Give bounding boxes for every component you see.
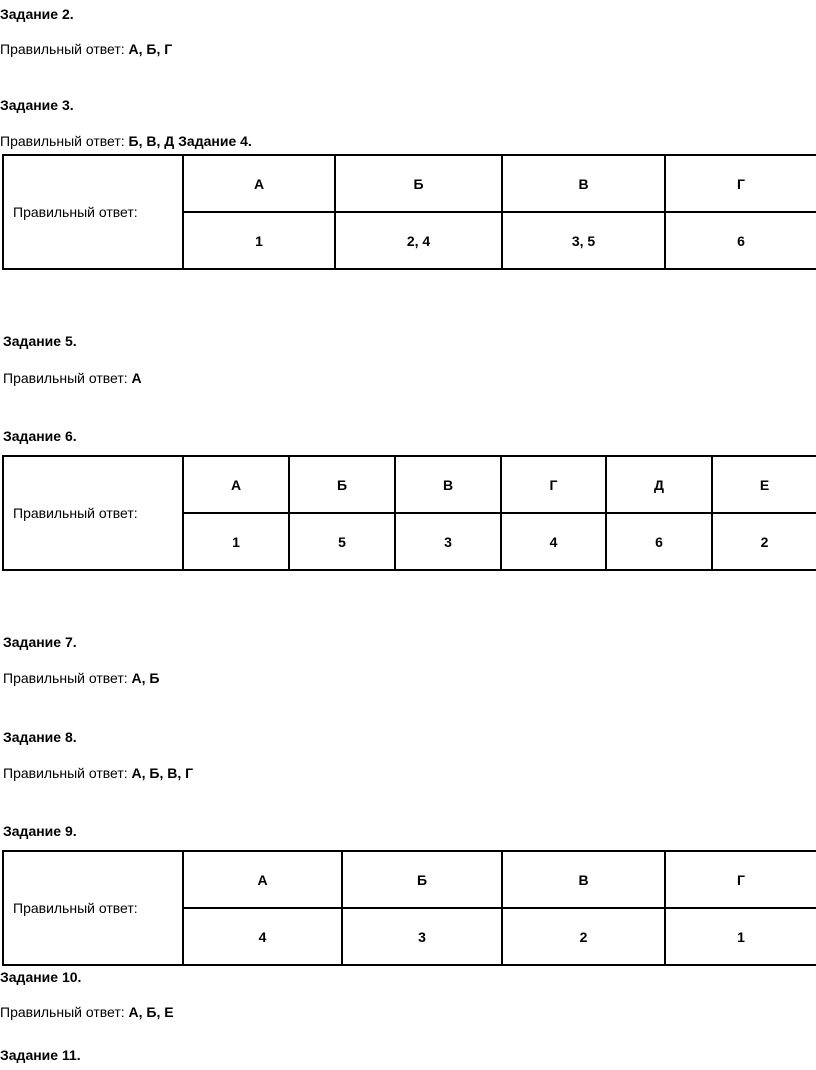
task4-value-a: 1 [183,212,335,269]
answer-label: Правильный ответ: [3,765,128,781]
task5-heading: Задание 5. [3,333,77,349]
task8-answer-line [3,764,193,782]
task9-answer-label: Правильный ответ: [3,851,183,965]
task6-heading: Задание 6. [3,428,77,444]
task8-heading: Задание 8. [3,729,77,745]
task4-value-b: 2, 4 [335,212,502,269]
task4-header-a: А [183,155,335,212]
task6-value-a: 1 [183,513,289,570]
task4-header-g: Г [665,155,816,212]
task7-answer: А, Б [131,670,160,686]
task6-answer-table [2,455,816,571]
task7-heading: Задание 7. [3,634,77,650]
answer-label: Правильный ответ: [0,1004,125,1020]
task9-value-v: 2 [502,908,665,965]
task8-answer: А, Б, В, Г [131,765,194,781]
task10-answer-line [0,1003,174,1021]
task6-value-b: 5 [289,513,395,570]
task9-header-v: В [502,851,665,908]
task5-answer: А [131,370,142,386]
task2-heading: Задание 2. [0,6,74,22]
answer-label: Правильный ответ: [0,41,125,57]
task6-header-a: А [183,456,289,513]
task6-header-b: Б [289,456,395,513]
task9-header-g: Г [665,851,816,908]
task5-answer-line [3,369,142,387]
task10-heading: Задание 10. [0,969,82,985]
task4-answer-label: Правильный ответ: [3,155,183,269]
task6-header-e: Е [712,456,816,513]
task11-heading: Задание 11. [0,1047,81,1063]
answer-label: Правильный ответ: [0,133,125,149]
task9-answer-table [2,850,816,966]
task4-heading: Задание 4. [178,133,252,149]
task4-value-v: 3, 5 [502,212,665,269]
task2-answer: А, Б, Г [128,41,173,57]
task2-answer-line [0,40,172,58]
task9-value-b: 3 [342,908,502,965]
task4-header-b: Б [335,155,502,212]
task6-header-v: В [395,456,501,513]
task4-value-g: 6 [665,212,816,269]
task6-value-d: 6 [606,513,712,570]
task9-header-b: Б [342,851,502,908]
task6-answer-label: Правильный ответ: [3,456,183,570]
answer-label: Правильный ответ: [3,670,128,686]
task3-answer: Б, В, Д [128,133,175,149]
task9-heading: Задание 9. [3,823,77,839]
task4-answer-table [2,154,816,270]
task6-header-g: Г [501,456,606,513]
task6-value-v: 3 [395,513,501,570]
task10-answer: А, Б, Е [128,1004,174,1020]
task7-answer-line [3,669,160,687]
task9-value-a: 4 [183,908,342,965]
task3-heading: Задание 3. [0,97,74,113]
task6-value-e: 2 [712,513,816,570]
answer-label: Правильный ответ: [3,370,128,386]
task6-header-d: Д [606,456,712,513]
task3-answer-line [0,132,252,150]
task6-value-g: 4 [501,513,606,570]
task4-header-v: В [502,155,665,212]
task9-header-a: А [183,851,342,908]
task9-value-g: 1 [665,908,816,965]
